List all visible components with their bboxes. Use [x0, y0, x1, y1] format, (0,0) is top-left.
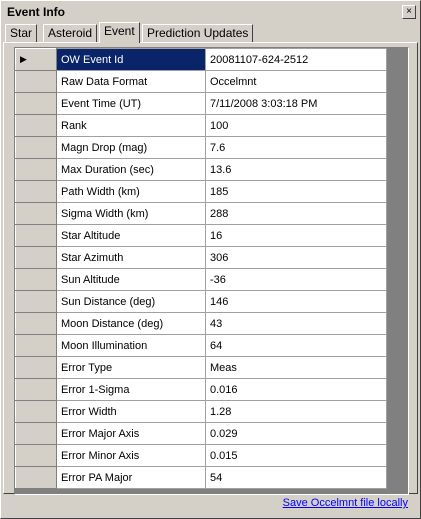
property-value-cell[interactable]: 64	[206, 335, 387, 357]
property-value-cell[interactable]: 185	[206, 181, 387, 203]
row-header[interactable]	[16, 93, 57, 115]
property-name-cell[interactable]: Error Width	[57, 401, 206, 423]
table-row[interactable]	[16, 115, 387, 137]
table-row[interactable]	[16, 313, 387, 335]
row-header[interactable]	[16, 401, 57, 423]
row-header[interactable]: ▶	[16, 49, 57, 71]
row-header[interactable]	[16, 269, 57, 291]
property-name-cell[interactable]: Moon Distance (deg)	[57, 313, 206, 335]
row-header[interactable]	[16, 357, 57, 379]
property-value-cell[interactable]: Occelmnt	[206, 71, 387, 93]
tab-star[interactable]: Star	[5, 24, 37, 42]
row-header[interactable]	[16, 379, 57, 401]
table-row[interactable]	[16, 93, 387, 115]
table-row[interactable]	[16, 137, 387, 159]
property-name-cell[interactable]: Raw Data Format	[57, 71, 206, 93]
property-name-cell[interactable]: Rank	[57, 115, 206, 137]
table-row[interactable]	[16, 269, 387, 291]
property-value-cell[interactable]: 146	[206, 291, 387, 313]
property-name-cell[interactable]: Star Azimuth	[57, 247, 206, 269]
close-icon: ×	[406, 6, 412, 17]
table-row[interactable]	[16, 335, 387, 357]
row-header[interactable]	[16, 467, 57, 489]
table-row[interactable]	[16, 401, 387, 423]
property-name-cell[interactable]: Moon Illumination	[57, 335, 206, 357]
table-row[interactable]	[16, 357, 387, 379]
table-row[interactable]	[16, 247, 387, 269]
tab-strip	[3, 22, 418, 42]
row-header[interactable]	[16, 203, 57, 225]
property-name-cell[interactable]: Error 1-Sigma	[57, 379, 206, 401]
property-name-cell[interactable]: Max Duration (sec)	[57, 159, 206, 181]
property-name-cell[interactable]: OW Event Id	[57, 49, 206, 71]
property-name-cell[interactable]: Error PA Major	[57, 467, 206, 489]
table-row[interactable]	[16, 49, 387, 71]
row-header[interactable]	[16, 247, 57, 269]
event-data-grid[interactable]	[14, 47, 409, 495]
table-row[interactable]	[16, 445, 387, 467]
property-value-cell[interactable]: 20081107-624-2512	[206, 49, 387, 71]
property-value-cell[interactable]: 0.029	[206, 423, 387, 445]
window-title: Event Info	[7, 5, 66, 19]
property-value-cell[interactable]: 1.28	[206, 401, 387, 423]
property-value-cell[interactable]: 43	[206, 313, 387, 335]
property-name-cell[interactable]: Error Minor Axis	[57, 445, 206, 467]
property-name-cell[interactable]: Sun Altitude	[57, 269, 206, 291]
event-tab-panel	[3, 42, 418, 494]
row-header[interactable]	[16, 445, 57, 467]
property-value-cell[interactable]: -36	[206, 269, 387, 291]
property-value-cell[interactable]: 306	[206, 247, 387, 269]
property-value-cell[interactable]: Meas	[206, 357, 387, 379]
property-value-cell[interactable]: 13.6	[206, 159, 387, 181]
row-header[interactable]	[16, 181, 57, 203]
table-row[interactable]	[16, 291, 387, 313]
tab-prediction-updates[interactable]: Prediction Updates	[142, 24, 253, 42]
property-value-cell[interactable]: 54	[206, 467, 387, 489]
close-button[interactable]	[402, 5, 416, 19]
property-value-cell[interactable]: 16	[206, 225, 387, 247]
row-header[interactable]	[16, 335, 57, 357]
property-value-cell[interactable]: 100	[206, 115, 387, 137]
property-value-cell[interactable]: 288	[206, 203, 387, 225]
table-row[interactable]	[16, 423, 387, 445]
property-name-cell[interactable]: Sun Distance (deg)	[57, 291, 206, 313]
table-row[interactable]	[16, 71, 387, 93]
title-bar[interactable]	[3, 3, 418, 20]
table-row[interactable]	[16, 159, 387, 181]
property-name-cell[interactable]: Event Time (UT)	[57, 93, 206, 115]
property-name-cell[interactable]: Error Major Axis	[57, 423, 206, 445]
property-name-cell[interactable]: Path Width (km)	[57, 181, 206, 203]
table-row[interactable]	[16, 379, 387, 401]
row-header[interactable]	[16, 313, 57, 335]
save-occelmnt-link[interactable]: Save Occelmnt file locally	[282, 497, 408, 509]
property-value-cell[interactable]: 7.6	[206, 137, 387, 159]
row-header[interactable]	[16, 115, 57, 137]
row-header[interactable]	[16, 159, 57, 181]
property-name-cell[interactable]: Magn Drop (mag)	[57, 137, 206, 159]
property-name-cell[interactable]: Error Type	[57, 357, 206, 379]
tab-asteroid[interactable]: Asteroid	[43, 24, 97, 42]
row-header[interactable]	[16, 225, 57, 247]
tab-event[interactable]: Event	[99, 22, 140, 43]
row-header[interactable]	[16, 137, 57, 159]
row-header[interactable]	[16, 291, 57, 313]
table-row[interactable]	[16, 203, 387, 225]
property-value-cell[interactable]: 0.015	[206, 445, 387, 467]
row-header[interactable]	[16, 71, 57, 93]
table-row[interactable]	[16, 225, 387, 247]
property-name-cell[interactable]: Star Altitude	[57, 225, 206, 247]
property-name-cell[interactable]: Sigma Width (km)	[57, 203, 206, 225]
row-header[interactable]	[16, 423, 57, 445]
property-value-cell[interactable]: 0.016	[206, 379, 387, 401]
property-value-cell[interactable]: 7/11/2008 3:03:18 PM	[206, 93, 387, 115]
table-row[interactable]	[16, 181, 387, 203]
table-row[interactable]	[16, 467, 387, 489]
